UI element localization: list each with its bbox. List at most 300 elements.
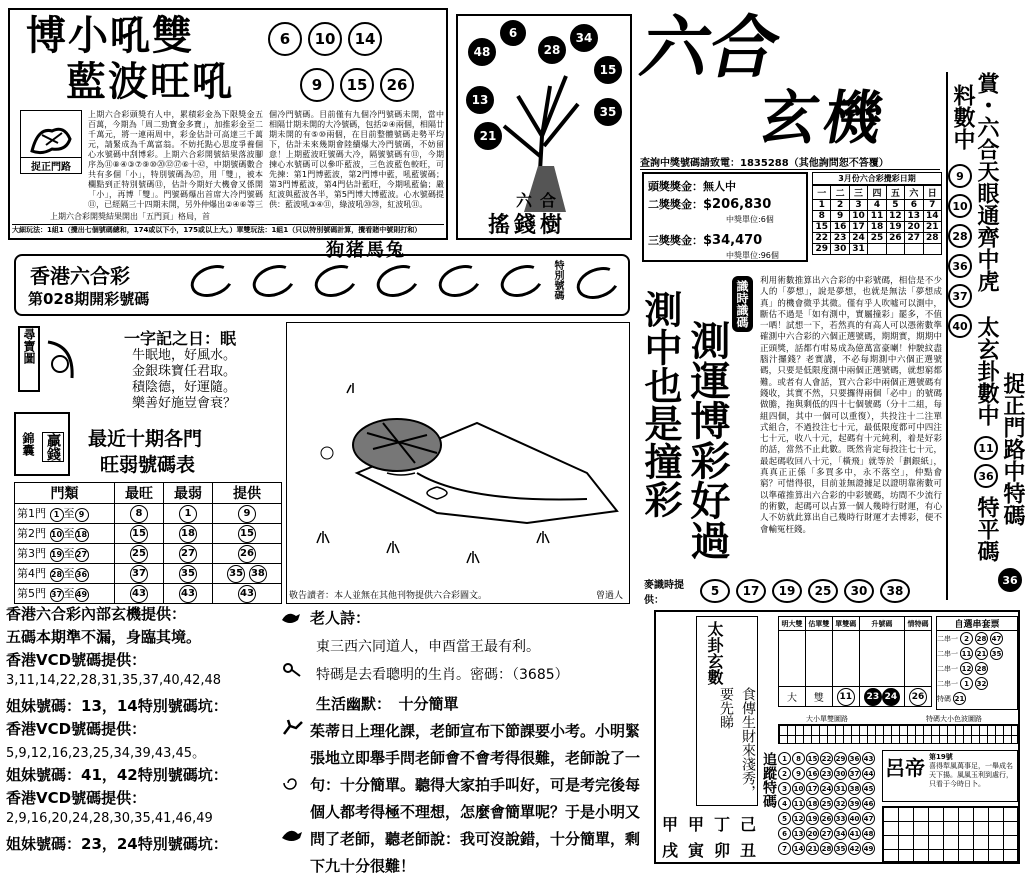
calendar-day: 12 — [886, 211, 904, 222]
humor-body: 茱蒂日上理化課，老師宣布下節課要小考。小明緊張地立即舉手問老師會不會考得很難，老師說了一句：十分簡單。聽得大家拍手叫好，可是考完後每個人都考得極不理想，怎麼會簡單呢？于是小明又問了老師，聽老師說：我可沒說錯，十分簡單，剩下九十分很難！ — [310, 722, 641, 875]
number-ball: 6 — [268, 22, 302, 56]
riddle-title: 一字記之日：眠 — [124, 329, 237, 348]
hk-lottery-panel — [14, 254, 630, 316]
table-header: 門類 — [15, 483, 115, 504]
door-name: 第5門 — [17, 587, 46, 601]
title-line-2-numbers — [300, 68, 414, 102]
table-row — [15, 524, 282, 544]
list-line: 姐妹號碼：23，24特別號碼坑： — [6, 835, 228, 853]
chase-num: 32 — [834, 797, 847, 810]
list-line: 香港VCD號碼提供： — [6, 651, 147, 669]
prize-row — [648, 232, 762, 248]
table-header: 最旺 — [115, 483, 164, 504]
hot-number: 25 — [130, 545, 148, 563]
special-label: 特別號碼 — [552, 260, 563, 300]
self-num: 1 — [960, 677, 973, 690]
chase-num: 10 — [792, 782, 805, 795]
range-from: 19 — [50, 548, 64, 562]
table-row — [15, 544, 282, 564]
calendar-day: 25 — [868, 233, 886, 244]
stats-header: 升號碼 — [859, 617, 904, 631]
ten-period-table — [14, 482, 282, 604]
calendar-day: 4 — [868, 200, 886, 211]
calendar-header: 二 — [831, 186, 849, 200]
calendar-day: 13 — [905, 211, 923, 222]
give-number: 38 — [249, 565, 267, 583]
calendar-day: 2 — [831, 200, 849, 211]
self-num: 21 — [975, 647, 988, 660]
calendar-day: 29 — [813, 244, 831, 255]
stats-value: 24 — [882, 688, 900, 706]
riddle-line: 積陰德，好運隨。 — [132, 380, 237, 395]
riddle-lines — [132, 348, 236, 412]
list-line: 2,9,16,20,24,28,30,35,41,46,49 — [6, 811, 213, 826]
give-number: 35 — [227, 565, 245, 583]
result-slot — [186, 259, 238, 302]
chase-num: 41 — [848, 827, 861, 840]
calendar-day: 15 — [813, 222, 831, 233]
chase-num: 47 — [862, 812, 875, 825]
number-ball: 17 — [736, 579, 766, 603]
chase-label: 追蹤特碼 — [761, 752, 777, 808]
calendar-day: 16 — [831, 222, 849, 233]
right-col3-text: 捉正門路中特碼 — [1000, 372, 1025, 526]
result-slot — [372, 259, 424, 302]
chase-num: 13 — [792, 827, 805, 840]
calendar-header: 五 — [886, 186, 904, 200]
branches-row — [658, 838, 756, 861]
number-ball: 10 — [308, 22, 342, 56]
hotline-text: 查詢中獎號碼請致電：1835288（其他詢問恕不答覆） — [640, 154, 940, 170]
result-slot — [310, 259, 362, 302]
number-ball: 11 — [974, 436, 998, 460]
range-to: 27 — [75, 548, 89, 562]
chase-row — [778, 842, 878, 857]
stats-value: 雙 — [805, 687, 832, 707]
list-line: 香港六合彩內部玄機提供： — [6, 605, 187, 623]
cold-number: 27 — [179, 545, 197, 563]
chase-num: 14 — [792, 842, 805, 855]
route-grid-title-b: 特碼大小色波圖路 — [926, 715, 982, 723]
stats-value: 26 — [909, 688, 927, 706]
poem-line-2: 特碼是去看聰明的生肖。密碼：（3685） — [316, 667, 569, 683]
self-select-box — [936, 616, 1018, 710]
bottom-right-panel — [654, 610, 1020, 864]
chase-num: 42 — [848, 842, 861, 855]
treasure-badge — [18, 326, 78, 404]
number-ball: 25 — [808, 579, 838, 603]
tree-label-1: 六合 — [516, 191, 565, 210]
result-slot — [248, 259, 300, 302]
gua-text: 食傳生財來淺秀，要先睇 — [718, 687, 756, 799]
chase-num: 12 — [792, 812, 805, 825]
calendar-day: 1 — [813, 200, 831, 211]
number-ball: 26 — [380, 68, 414, 102]
bird-icon-2 — [280, 826, 304, 844]
gua-box — [696, 616, 758, 806]
bottom-left-list — [6, 604, 276, 864]
prize-units: 中獎單位:6個 — [726, 215, 774, 224]
calendar-day: 28 — [923, 233, 941, 244]
route-grid-title-a: 大小單雙圖路 — [806, 715, 848, 723]
number-ball: 9 — [300, 68, 334, 102]
provider-label: 麥識時提供： — [644, 580, 684, 606]
right-col2-bottom: 太玄卦數中 — [974, 316, 999, 426]
range-to: 9 — [75, 508, 89, 522]
chase-grid — [778, 752, 878, 857]
ten-period-panel — [14, 412, 282, 604]
chase-num: 15 — [806, 752, 819, 765]
calendar-header: 四 — [868, 186, 886, 200]
chase-row — [778, 797, 878, 812]
chase-num: 9 — [792, 767, 805, 780]
calendar-day — [868, 244, 886, 255]
calendar-day: 7 — [923, 200, 941, 211]
lvdi-period: 第19號 — [929, 753, 953, 761]
door-name: 第3門 — [17, 547, 46, 561]
door-name: 第1門 — [17, 507, 46, 521]
riddle-panel — [14, 322, 284, 411]
stem: 己 — [740, 815, 757, 834]
hand-badge — [20, 110, 82, 174]
chase-num: 43 — [862, 752, 875, 765]
calendar-day: 23 — [831, 233, 849, 244]
give-number: 15 — [238, 525, 256, 543]
tree-label-2: 搖錢樹 — [488, 212, 567, 238]
cold-number: 1 — [179, 505, 197, 523]
give-number: 9 — [238, 505, 256, 523]
chase-num: 34 — [834, 827, 847, 840]
headline-a: 測中也是撞彩 — [638, 290, 682, 518]
hand-icon — [28, 121, 74, 157]
chase-row — [778, 752, 878, 767]
self-num: 28 — [975, 662, 988, 675]
number-ball: 15 — [340, 68, 374, 102]
calendar-day: 6 — [905, 200, 923, 211]
treasure-icon — [44, 340, 76, 380]
range-sep: 至 — [63, 507, 75, 521]
calendar-header: 三 — [849, 186, 867, 200]
lvdi-box — [882, 750, 1018, 802]
calendar-day: 20 — [905, 222, 923, 233]
riddle-line: 金銀珠寶任君取。 — [132, 364, 237, 379]
chase-num: 28 — [820, 842, 833, 855]
chase-num: 35 — [834, 842, 847, 855]
table-row — [15, 584, 282, 604]
chase-num: 7 — [778, 842, 791, 855]
calendar-day: 10 — [849, 211, 867, 222]
list-line: 姐妹號碼：13，14特別號碼坑： — [6, 697, 228, 715]
list-line: 香港VCD號碼提供： — [6, 720, 147, 738]
calendar-day — [905, 244, 923, 255]
right-col2-numbers — [974, 436, 998, 488]
range-from: 1 — [50, 508, 64, 522]
chase-num: 3 — [778, 782, 791, 795]
self-select-title: 自選串套票 — [937, 617, 1017, 631]
bird-icon — [280, 610, 302, 626]
stem: 丁 — [714, 815, 731, 834]
hk-lottery-subtitle: 第028期開彩號碼 — [28, 290, 150, 308]
route-grid — [778, 724, 1018, 744]
image-caption: 敬告讀者：本人並無在其他刊物提供六合彩圖文。 — [289, 591, 488, 601]
table-header: 提供 — [213, 483, 282, 504]
self-label: 二串一 — [937, 679, 958, 688]
stats-header: 估單雙 — [805, 617, 832, 631]
self-row — [937, 661, 1017, 676]
calendar-day: 11 — [868, 211, 886, 222]
number-ball: 10 — [948, 194, 972, 218]
image-credit: 曾過人 — [595, 591, 623, 601]
branch: 丑 — [740, 841, 757, 860]
chase-num: 11 — [792, 797, 805, 810]
stats-table — [778, 616, 932, 707]
right-col2-tail: 特平碼 — [974, 496, 999, 562]
number-ball: 5 — [700, 579, 730, 603]
badge-label: 捉正門路 — [21, 157, 81, 173]
chase-num: 6 — [778, 827, 791, 840]
door-name: 第2門 — [17, 527, 46, 541]
masthead-title: 玄機 — [754, 84, 895, 152]
self-num: 2 — [960, 632, 973, 645]
self-row — [937, 631, 1017, 646]
calendar-day: 24 — [849, 233, 867, 244]
figure-icon — [280, 662, 302, 680]
stats-value: 11 — [837, 688, 855, 706]
cold-number: 18 — [179, 525, 197, 543]
prize-box — [642, 172, 808, 262]
treasure-badge-label: 尋寶圖 — [18, 326, 40, 392]
center-illustration — [286, 322, 630, 604]
swirl-icon — [280, 774, 300, 792]
range-sep: 至 — [63, 587, 75, 601]
title-line-1: 博小吼雙 — [26, 12, 194, 59]
calendar-day: 14 — [923, 211, 941, 222]
number-ball: 14 — [348, 22, 382, 56]
number-ball: 9 — [948, 164, 972, 188]
tree-ball: 15 — [594, 56, 622, 84]
chase-num: 33 — [834, 812, 847, 825]
prize-label: 三獎獎金： — [648, 234, 703, 247]
stats-header: 情特碼 — [905, 617, 932, 631]
money-tree-panel — [456, 14, 632, 240]
number-ball: 40 — [948, 314, 972, 338]
branch: 戌 — [662, 841, 679, 860]
chase-row — [778, 782, 878, 797]
stats-value: 23 — [864, 688, 882, 706]
humor-title: 生活幽默： 十分簡單 — [316, 695, 459, 713]
stats-header: 明大雙 — [779, 617, 806, 631]
results-heading: 上期六合彩開獎結果開出「五門頁」格局，首 — [50, 212, 210, 221]
bottom-middle — [280, 608, 650, 875]
gua-title: 太卦玄數 — [705, 621, 724, 685]
calendar-day: 17 — [849, 222, 867, 233]
calendar-day: 5 — [886, 200, 904, 211]
chase-num: 19 — [806, 812, 819, 825]
branch: 卯 — [714, 841, 731, 860]
range-from: 10 — [50, 528, 64, 542]
chase-num: 30 — [834, 767, 847, 780]
chase-num: 4 — [778, 797, 791, 810]
lvdi-text: 喜得犁風萬事足，一舉成名天下揚。風風玉利到處行，只看于今時日卜。 — [929, 762, 1013, 788]
rules-footer: 大細玩法：1組1（攪出七個號碼總和，174或以下小，175或以上大。）單雙玩法：1組1（只以特別號碼計算，攪看賭中號則打和） — [12, 224, 444, 238]
table-header: 最弱 — [164, 483, 213, 504]
number-ball: 30 — [844, 579, 874, 603]
result-slot — [434, 259, 486, 302]
door-name: 第4門 — [17, 567, 46, 581]
poem-title: 老人詩： — [310, 609, 371, 627]
self-num: 47 — [990, 632, 1003, 645]
self-row — [937, 646, 1017, 661]
riddle-line: 樂善好施豈會衰？ — [132, 396, 237, 411]
chase-num: 18 — [806, 797, 819, 810]
table-row — [15, 504, 282, 524]
calendar-day: 21 — [923, 222, 941, 233]
chase-num: 2 — [778, 767, 791, 780]
calendar-day: 8 — [813, 211, 831, 222]
cold-number: 35 — [179, 565, 197, 583]
stems-row — [658, 812, 756, 835]
self-num: 21 — [953, 692, 966, 705]
chase-num: 31 — [834, 782, 847, 795]
chase-num: 16 — [806, 767, 819, 780]
chase-num: 25 — [820, 797, 833, 810]
chase-num: 5 — [778, 812, 791, 825]
tree-ball: 34 — [570, 24, 598, 52]
masthead-partial: 六合 — [633, 8, 787, 88]
range-sep: 至 — [63, 567, 75, 581]
table-row — [15, 564, 282, 584]
chase-num: 48 — [862, 827, 875, 840]
hot-number: 37 — [130, 565, 148, 583]
tips-badge-side: 贏錢 — [42, 432, 64, 462]
hk-lottery-title: 香港六合彩 — [30, 264, 130, 288]
chase-num: 49 — [862, 842, 875, 855]
give-number: 43 — [238, 585, 256, 603]
prize-value: $34,470 — [703, 233, 763, 248]
chase-num: 23 — [820, 767, 833, 780]
calendar-day — [886, 244, 904, 255]
poem-line-1: 東三西六同道人，申酉當王最有利。 — [316, 639, 540, 655]
tree-ball: 21 — [474, 122, 502, 150]
calendar-day: 31 — [849, 244, 867, 255]
right-article: 利用術數推算出六合彩的中彩號碼，相信是不少人的「夢想」，說是夢想，也就是無法「夢想成真」的機會微乎其微。僅有乎人吹噓可以測中，斷估不過是「如有測中，實屬撞彩」罷多，不值一哂！試想一下，若然真的有高人可以憑術數準確測中六合彩的六個正選號碼，期期實，期期中正頭獎，話都冇咁易成為億萬富豪喇！仲駛紋盡腦汁攞錢？老實講，不必每期測中六個正選號碼，只要是低限度測中兩個正選號碼，就想窮都難。或者有人會話，買六合彩中兩個正選號碼有錢收，其實不然，只要攞得兩個「必中」的號碼做膽，拖與剩低的四十七個號碼（分十二組，每組四個，其中一個可以重復），共投注十二注單式組合，不過投注七十元，最低限度都可中四注七十元，收八十元，起碼有十元純利，着是好彩的話，當然不止此數。既然肯定每投注七十元，最起碼收回八十元，「橫飛」就等於「劃銀紙」，真真正正係「多買多中，永不落空」，仲點會窮？可惜得很，目前並無證據足以證明靠術數可以準確推算出六合彩的中彩號碼，坊間不少流行的術數，起碼可以占算一個人幾時行財運，有心人不妨就此算出自己幾時行財運才去博彩，便不會輸冤枉錢。 — [760, 276, 942, 535]
lvdi-title: 呂帝 — [885, 756, 925, 780]
chase-num: 24 — [820, 782, 833, 795]
calendar-day — [923, 244, 941, 255]
right-column — [946, 72, 1025, 600]
chase-num: 45 — [862, 782, 875, 795]
range-from: 28 — [50, 568, 64, 582]
self-num: 12 — [960, 662, 973, 675]
calendar-header: 一 — [813, 186, 831, 200]
tips-badge — [14, 412, 70, 476]
number-ball: 36 — [998, 568, 1022, 592]
article-text: 上期六合彩頭獎冇人中，累積彩金為下限獎金五百萬，今期為「周二勁寶金多寶」，加推彩金至二千萬元，將一連兩周中，彩金估計可高達三千萬元，請緊成為千萬富翁。不妨托點心思度爭養個心水號碼中刮博彩。上期六合彩開號結果落波腳序為⑪⑧④③⑦⑨⑩⑳⑫⑰⑥十㊷，中期號碼數合共有多個「小」，特別號碼為⑰，用「雙」，被本欄點到正特別號碼⑬，估計今期好大機會又係開「小」，再博「雙」。門號碼爆出首席大冷門號碼⑪，已經隔三十四期未開，另外仲爆出②④⑥等三個冷門號碼。目前僅有九個冷門號碼未開，當中相隔廿期未開的大冷號碼，包括②④兩個，相隔廿期未開的有⑤⑩兩個，在目前整體號碼走勢平均下，估計未來幾期會陸續爆大冷門號碼，不妨留意！上期藍波旺號碼大冷，隔號號碼有⑪，今期揀心水號碼可以參吓藍波，三色波藍色較旺，可先揀：第1門博藍波，第2門博中藍，吼藍號碼；第3門博藍波，第4門估計藍旺，今期吼藍倫；嚴紅波與藍波各半，第5門博大博藍波。心水號碼提供：藍波吼③④⑪，綠波吼⑳㉘，紅波吼⑪。 — [88, 110, 444, 209]
self-num: 28 — [975, 632, 988, 645]
calendar-day: 18 — [868, 222, 886, 233]
branch: 寅 — [688, 841, 705, 860]
tree-ball: 48 — [468, 38, 496, 66]
self-label: 二串一 — [937, 664, 958, 673]
calendar-day: 3 — [849, 200, 867, 211]
headline-badge: 識時識碼 — [732, 276, 753, 332]
chase-num: 20 — [806, 827, 819, 840]
chase-num: 27 — [820, 827, 833, 840]
ten-period-title-1: 最近十期各門 — [88, 428, 203, 450]
right-col1-text: 料數中 — [950, 84, 975, 150]
list-line: 3,11,14,22,28,31,35,37,40,42,48 — [6, 673, 222, 688]
provider-row — [644, 576, 944, 606]
prize-value: 無人中 — [703, 180, 736, 193]
chase-num: 8 — [792, 752, 805, 765]
tips-badge-top: 錦囊 — [21, 432, 35, 456]
prize-label: 二獎獎金： — [648, 198, 703, 211]
tree-ball: 28 — [538, 36, 566, 64]
number-ball: 36 — [948, 254, 972, 278]
prize-row — [648, 196, 771, 212]
cold-number: 43 — [179, 585, 197, 603]
list-line: 五碼本期準不漏，身臨其境。 — [6, 628, 202, 646]
chase-num: 17 — [806, 782, 819, 795]
headline-b: 測運博彩好過 — [684, 320, 730, 560]
hot-number: 8 — [130, 505, 148, 523]
stats-header: 單雙碼 — [832, 617, 859, 631]
number-ball: 19 — [772, 579, 802, 603]
list-line: 5,9,12,16,23,25,34,39,43,45。 — [6, 746, 206, 761]
zodiac-text: 狗猪馬兔 — [326, 240, 406, 261]
number-ball: 38 — [880, 579, 910, 603]
prize-row — [648, 178, 736, 194]
number-ball: 28 — [948, 224, 972, 248]
chase-row — [778, 827, 878, 842]
self-num: 32 — [975, 677, 988, 690]
chase-num: 22 — [820, 752, 833, 765]
chase-num: 36 — [848, 752, 861, 765]
list-line: 香港VCD號碼提供： — [6, 789, 147, 807]
calendar-day: 27 — [905, 233, 923, 244]
give-number: 26 — [238, 545, 256, 563]
stem: 甲 — [688, 815, 705, 834]
chase-num: 21 — [806, 842, 819, 855]
self-label: 二串一 — [937, 634, 958, 643]
chase-row — [778, 812, 878, 827]
calendar-table — [812, 185, 942, 255]
self-row — [937, 691, 1017, 706]
calendar-day: 22 — [813, 233, 831, 244]
riddle-line: 牛眠地，好風水。 — [132, 348, 237, 363]
calendar-day: 19 — [886, 222, 904, 233]
tree-ball: 35 — [594, 98, 622, 126]
result-slot — [496, 259, 548, 302]
title-line-1-numbers — [268, 22, 382, 56]
stem: 甲 — [662, 815, 679, 834]
chase-num: 46 — [862, 797, 875, 810]
hot-number: 43 — [130, 585, 148, 603]
number-ball: 36 — [974, 464, 998, 488]
self-label: 二串一 — [937, 649, 958, 658]
range-sep: 至 — [63, 547, 75, 561]
ten-period-title-2: 旺弱號碼表 — [100, 454, 196, 476]
cat-illustration — [287, 323, 629, 587]
calendar-day: 30 — [831, 244, 849, 255]
stats-value: 大 — [779, 687, 806, 707]
right-col2-text: 賞・六合天眼通齊中虎 — [974, 72, 999, 292]
prize-value: $206,830 — [703, 197, 772, 212]
prize-units: 中獎單位:96個 — [726, 251, 779, 260]
top-left-panel — [8, 8, 448, 240]
chase-num: 44 — [862, 767, 875, 780]
chase-num: 29 — [834, 752, 847, 765]
